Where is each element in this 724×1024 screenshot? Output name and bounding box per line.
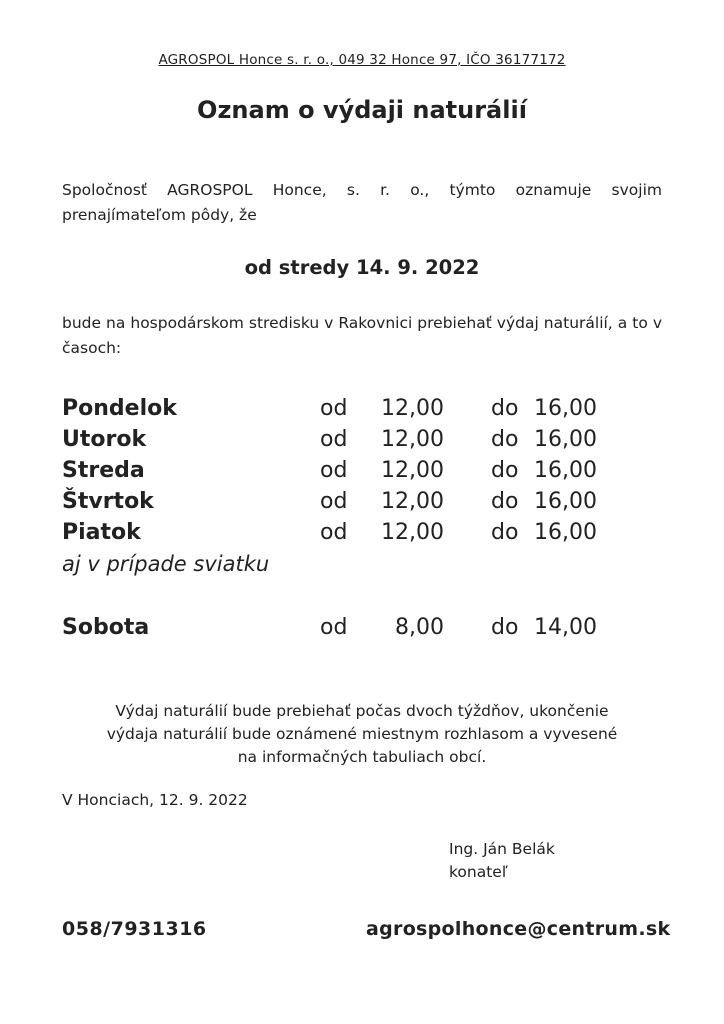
day-name: Sobota	[62, 615, 150, 640]
to-time: 16,00	[534, 458, 597, 483]
from-label: od	[320, 427, 348, 452]
location-paragraph: bude na hospodárskom stredisku v Rakovnici prebiehať výdaj naturálií, a to v časoch:	[62, 314, 662, 357]
closing-paragraph	[40, 700, 684, 769]
from-label: od	[320, 520, 348, 545]
to-label: do	[491, 396, 519, 421]
signatory-name: Ing. Ján Belák	[449, 840, 555, 858]
day-name: Pondelok	[62, 396, 177, 421]
from-label: od	[320, 615, 348, 640]
day-name: Streda	[62, 458, 145, 483]
signatory-role: konateľ	[449, 863, 508, 881]
from-time: 12,00	[381, 489, 444, 514]
from-time: 12,00	[381, 396, 444, 421]
from-time: 12,00	[381, 427, 444, 452]
email-address: agrospolhonce@centrum.sk	[366, 918, 671, 940]
day-name: Piatok	[62, 520, 141, 545]
to-label: do	[491, 520, 519, 545]
schedule-row-friday	[62, 520, 662, 551]
from-label: od	[320, 396, 348, 421]
to-time: 16,00	[534, 520, 597, 545]
phone-number: 058/7931316	[62, 918, 207, 940]
from-label: od	[320, 458, 348, 483]
closing-line: Výdaj naturálií bude prebiehať počas dvoch týždňov, ukončenie	[115, 702, 609, 720]
start-date: od stredy 14. 9. 2022	[244, 256, 480, 279]
signature-block	[449, 838, 555, 884]
to-label: do	[491, 489, 519, 514]
from-time: 12,00	[381, 458, 444, 483]
to-time: 14,00	[534, 615, 597, 640]
to-time: 16,00	[534, 427, 597, 452]
to-label: do	[491, 458, 519, 483]
schedule-row-tuesday	[62, 427, 662, 458]
document-title: Oznam o výdaji naturálií	[197, 96, 527, 124]
schedule-row-monday	[62, 396, 662, 427]
from-time: 8,00	[395, 615, 444, 640]
from-label: od	[320, 489, 348, 514]
closing-line: výdaja naturálií bude oznámené miestnym rozhlasom a vyvesené	[106, 725, 618, 743]
schedule-row-saturday	[62, 615, 662, 646]
day-name: Utorok	[62, 427, 147, 452]
schedule-row-thursday	[62, 489, 662, 520]
to-time: 16,00	[534, 396, 597, 421]
closing-line: na informačných tabuliach obcí.	[237, 748, 487, 766]
saturday-row-inner	[62, 615, 662, 646]
holiday-note: aj v prípade sviatku	[62, 552, 270, 576]
to-label: do	[491, 427, 519, 452]
company-header: AGROSPOL Honce s. r. o., 049 32 Honce 97, IČO 36177172	[158, 52, 566, 68]
place-and-date: V Honciach, 12. 9. 2022	[62, 791, 248, 809]
to-label: do	[491, 615, 519, 640]
from-time: 12,00	[381, 520, 444, 545]
intro-paragraph: Spoločnosť AGROSPOL Honce, s. r. o., týmto oznamuje svojim prenajímateľom pôdy, že	[62, 181, 662, 224]
schedule-row-wednesday	[62, 458, 662, 489]
schedule-table	[62, 396, 662, 551]
day-name: Štvrtok	[62, 489, 154, 514]
to-time: 16,00	[534, 489, 597, 514]
